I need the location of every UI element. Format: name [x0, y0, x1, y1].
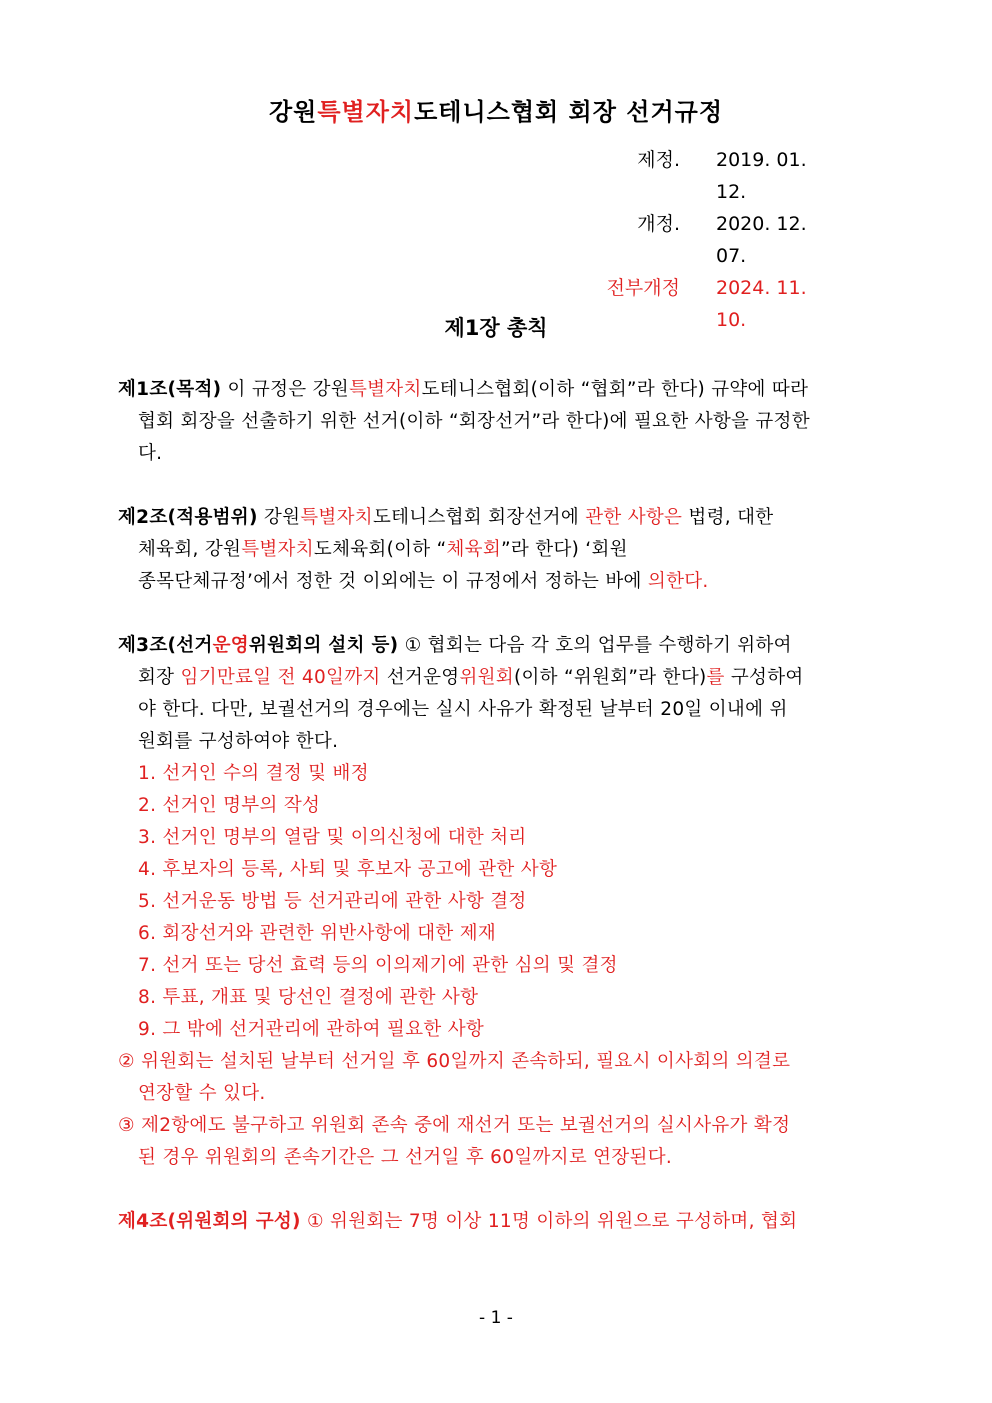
- text-span: 선거운영: [380, 667, 460, 688]
- text-span: 강원: [257, 507, 301, 528]
- text-span: 의한다.: [647, 571, 709, 592]
- article-1: [118, 374, 870, 470]
- date-value: 2020. 12. 07.: [716, 213, 807, 267]
- list-item: 1. 선거인 수의 결정 및 배정: [138, 763, 369, 784]
- revision-dates: [607, 144, 842, 336]
- article-heading: 제1조(목적): [118, 379, 222, 400]
- paragraph-2-line: 연장할 수 있다.: [138, 1083, 266, 1104]
- date-row-amended: [607, 208, 842, 272]
- list-item: 4. 후보자의 등록, 사퇴 및 후보자 공고에 관한 사항: [138, 859, 558, 880]
- text-span: 임기만료일 전 40일까지: [180, 667, 381, 688]
- article-line: 야 한다. 다만, 보궐선거의 경우에는 실시 사유가 확정된 날부터 20일 이내에 위: [138, 699, 788, 720]
- text-span: (이하 “위원회”라 한다): [513, 667, 707, 688]
- text-span: ① 위원회는 7명 이상 11명 이하의 위원으로 구성하며, 협회: [300, 1211, 798, 1232]
- list-item: 9. 그 밖에 선거관리에 관하여 필요한 사항: [138, 1019, 485, 1040]
- text-span: 법령, 대한: [682, 507, 774, 528]
- text-span: 도테니스협회(이하 “협회”라 한다) 규약에 따라: [421, 379, 809, 400]
- list-item: 7. 선거 또는 당선 효력 등의 이의제기에 관한 심의 및 결정: [138, 955, 618, 976]
- text-span: 회장: [138, 667, 181, 688]
- text-span: 특별자치: [241, 539, 314, 560]
- text-span: 이 규정은 강원: [221, 379, 349, 400]
- article-2: [118, 502, 870, 598]
- article-heading: 제2조(적용범위): [118, 507, 258, 528]
- article-heading: 제4조(위원회의 구성): [118, 1211, 301, 1232]
- article-line: [118, 662, 870, 694]
- list-item: 8. 투표, 개표 및 당선인 결정에 관한 사항: [138, 987, 479, 1008]
- article-heading: 제3조(선거: [118, 635, 213, 656]
- article-line: 다.: [138, 443, 163, 464]
- article-line: 원회를 구성하여야 한다.: [138, 731, 339, 752]
- text-span: 특별자치: [300, 507, 373, 528]
- text-span: 특별자치: [348, 379, 422, 400]
- paragraph-3-line: 된 경우 위원회의 존속기간은 그 선거일 후 60일까지로 연장된다.: [138, 1147, 673, 1168]
- date-label: 전부개정: [606, 277, 680, 299]
- article-line: [118, 374, 870, 406]
- article-line: [118, 502, 870, 534]
- text-span: 관한 사항은: [585, 507, 683, 528]
- list-item: 3. 선거인 명부의 열람 및 이의신청에 대한 처리: [138, 827, 527, 848]
- text-span: 체육회, 강원: [138, 539, 242, 560]
- list-item: 6. 회장선거와 관련한 위반사항에 대한 제재: [138, 923, 497, 944]
- paragraph-3-line: ③ 제2항에도 불구하고 위원회 존속 중에 재선거 또는 보궐선거의 실시사유가 확정: [118, 1115, 791, 1136]
- article-heading: 운영: [212, 635, 249, 656]
- page-number: - 1 -: [479, 1308, 513, 1328]
- article-3: [118, 630, 870, 1174]
- date-row-enacted: [607, 144, 842, 208]
- article-heading: 위원회의 설치 등): [248, 635, 399, 656]
- text-span: 체육회: [446, 539, 502, 560]
- text-span: 위원회: [459, 667, 514, 688]
- title-part3: 도테니스협회 회장 선거규정: [414, 98, 724, 126]
- text-span: 구성하여: [724, 667, 804, 688]
- article-line: [118, 1206, 870, 1238]
- title-part2: 특별자치: [317, 98, 415, 126]
- date-value: 2024. 11. 10.: [716, 277, 807, 331]
- text-span: 도체육회(이하 “: [313, 539, 447, 560]
- article-4: [118, 1206, 870, 1238]
- article-line: 협회 회장을 선출하기 위한 선거(이하 “회장선거”라 한다)에 필요한 사항을 규정한: [138, 411, 810, 432]
- date-value: 2019. 01. 12.: [716, 149, 807, 203]
- text-span: 도테니스협회 회장선거에: [372, 507, 586, 528]
- date-label: 제정.: [637, 149, 680, 171]
- text-span: 종목단체규정’에서 정한 것 이외에는 이 규정에서 정하는 바에: [138, 571, 648, 592]
- list-item: 2. 선거인 명부의 작성: [138, 795, 321, 816]
- text-span: ① 협회는 다음 각 호의 업무를 수행하기 위하여: [398, 635, 792, 656]
- article-line: [118, 566, 870, 598]
- text-span: 를: [706, 667, 725, 688]
- title-part1: 강원: [268, 98, 318, 126]
- article-line: [118, 534, 870, 566]
- date-label: 개정.: [637, 213, 680, 235]
- chapter-heading: 제1장 총칙: [444, 316, 548, 340]
- list-item: 5. 선거운동 방법 등 선거관리에 관한 사항 결정: [138, 891, 527, 912]
- paragraph-2-line: ② 위원회는 설치된 날부터 선거일 후 60일까지 존속하되, 필요시 이사회의 의결로: [118, 1051, 791, 1072]
- article-line: [118, 630, 870, 662]
- text-span: ”라 한다) ‘회원: [501, 539, 628, 560]
- document-title: [0, 92, 992, 127]
